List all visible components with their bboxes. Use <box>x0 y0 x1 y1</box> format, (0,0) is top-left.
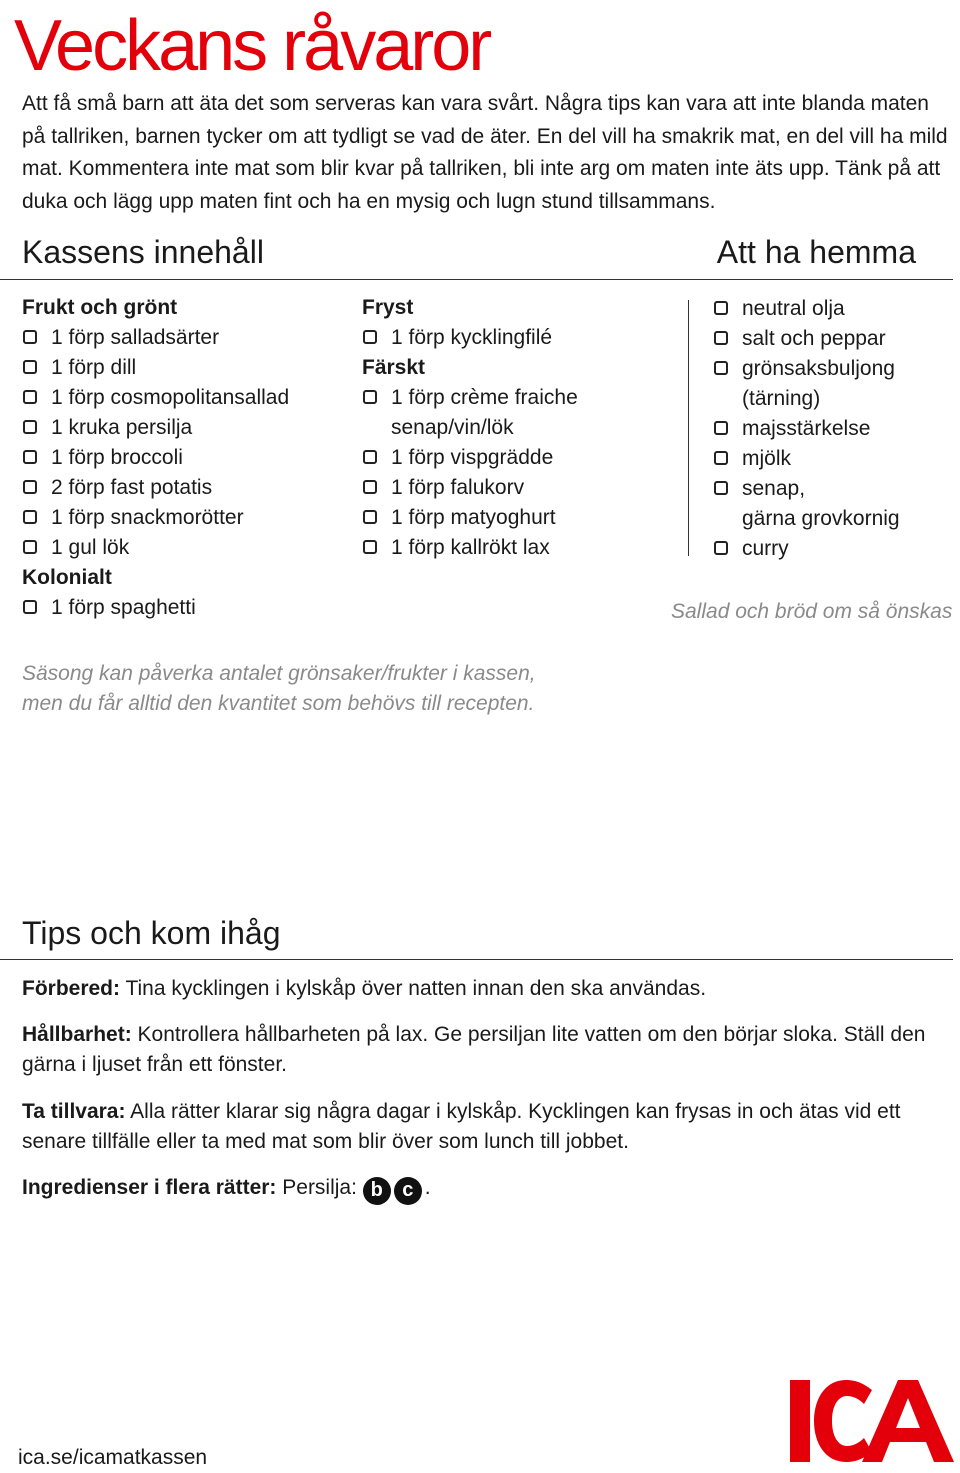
item-label: 1 förp spaghetti <box>51 596 196 619</box>
item-label: mjölk <box>742 447 792 470</box>
checkbox-icon[interactable] <box>23 360 37 374</box>
recipe-badge-b: b <box>363 1177 391 1205</box>
checkbox-icon[interactable] <box>363 510 377 524</box>
checkbox-icon[interactable] <box>714 331 728 345</box>
item-label: 1 förp dill <box>51 356 137 379</box>
item-label: salt och peppar <box>742 327 886 350</box>
ica-logo-mark <box>790 1380 954 1462</box>
list-item <box>362 323 682 353</box>
list-item <box>362 383 682 443</box>
list-item <box>362 503 682 533</box>
tip-ingredients <box>22 1173 942 1205</box>
category-heading: Fryst <box>362 296 414 319</box>
checkbox-icon[interactable] <box>363 330 377 344</box>
checkbox-icon[interactable] <box>23 510 37 524</box>
tip-text: Kontrollera hållbarheten på lax. Ge persiljan lite vatten om den börjar sloka. Ställ den gärna i ljuset från ett fönster. <box>22 1023 926 1076</box>
season-note-line-1: Säsong kan påverka antalet grönsaker/frukter i kassen, <box>22 662 536 685</box>
ica-logo <box>786 1378 956 1464</box>
list-item <box>713 324 953 354</box>
item-label: 1 förp kycklingfilé <box>391 326 553 349</box>
list-item <box>22 503 342 533</box>
item-label: neutral olja <box>742 297 845 320</box>
checkbox-icon[interactable] <box>23 540 37 554</box>
item-label: 1 kruka persilja <box>51 416 193 439</box>
item-label: 1 gul lök <box>51 536 130 559</box>
tip-label: Ta tillvara: <box>22 1100 126 1123</box>
home-column <box>713 294 953 564</box>
checkbox-icon[interactable] <box>23 390 37 404</box>
item-label: 1 förp crème fraiche senap/vin/lök <box>391 386 578 439</box>
item-label: grönsaksbuljong (tärning) <box>742 357 895 410</box>
tip-label: Ingredienser i flera rätter: <box>22 1176 277 1199</box>
tip-label: Hållbarhet: <box>22 1023 132 1046</box>
list-item <box>22 413 342 443</box>
bag-column-1 <box>22 293 342 623</box>
section-divider <box>0 279 953 280</box>
category-heading: Färskt <box>362 356 426 379</box>
category-heading: Frukt och grönt <box>22 296 178 319</box>
tip-label: Förbered: <box>22 977 121 1000</box>
item-label: curry <box>742 537 789 560</box>
list-item <box>362 443 682 473</box>
tip-end: . <box>424 1176 431 1199</box>
checkbox-icon[interactable] <box>714 421 728 435</box>
list-item <box>22 443 342 473</box>
item-label: senap, gärna grovkornig <box>742 477 900 530</box>
list-item <box>713 474 953 534</box>
recipe-badge-c: c <box>394 1177 422 1205</box>
list-item <box>713 414 953 444</box>
list-item <box>362 473 682 503</box>
list-item <box>22 473 342 503</box>
list-item <box>22 323 342 353</box>
item-label: 1 förp kallrökt lax <box>391 536 550 559</box>
tips-heading: Tips och kom ihåg <box>22 915 281 951</box>
item-label: 1 förp matyoghurt <box>391 506 556 529</box>
checkbox-icon[interactable] <box>363 450 377 464</box>
item-label: 1 förp cosmopolitansallad <box>51 386 290 409</box>
tip-prepare <box>22 974 942 1004</box>
list-item <box>22 383 342 413</box>
list-item <box>362 533 682 563</box>
checkbox-icon[interactable] <box>714 481 728 495</box>
category-heading: Kolonialt <box>22 566 112 589</box>
item-label: 1 förp snackmorötter <box>51 506 244 529</box>
tip-text: Tina kycklingen i kylskåp över natten innan den ska användas. <box>120 977 707 1000</box>
tip-text: Persilja: <box>276 1176 363 1199</box>
item-label: 1 förp broccoli <box>51 446 183 469</box>
list-item <box>713 294 953 324</box>
item-label: 2 förp fast potatis <box>51 476 213 499</box>
checkbox-icon[interactable] <box>714 541 728 555</box>
item-label: 1 förp salladsärter <box>51 326 220 349</box>
bag-heading: Kassens innehåll <box>22 234 264 270</box>
tip-storage <box>22 1097 942 1157</box>
tip-durability <box>22 1020 942 1080</box>
intro-text: Att få små barn att äta det som serveras kan vara svårt. Några tips kan vara att inte blanda maten på tallriken, barnen tycker om att tydligt se vad de äter. En del vill ha smakrik mat, en del vill ha mild mat. Kommentera inte mat som blir kvar på tallriken, bli inte arg om maten inte äts upp. Tänk på att duka och lägg upp maten fint och ha en mysig och lugn stund tillsammans. <box>22 92 948 213</box>
home-heading: Att ha hemma <box>716 234 916 270</box>
checkbox-icon[interactable] <box>363 480 377 494</box>
checkbox-icon[interactable] <box>23 420 37 434</box>
checkbox-icon[interactable] <box>363 390 377 404</box>
item-label: majsstärkelse <box>742 417 871 440</box>
checkbox-icon[interactable] <box>363 540 377 554</box>
list-item <box>713 534 953 564</box>
checkbox-icon[interactable] <box>714 361 728 375</box>
bag-column-2 <box>362 293 682 563</box>
list-item <box>22 353 342 383</box>
list-item <box>713 444 953 474</box>
list-item <box>713 354 953 414</box>
checkbox-icon[interactable] <box>23 450 37 464</box>
item-label: 1 förp falukorv <box>391 476 525 499</box>
tips-divider <box>0 959 953 960</box>
checkbox-icon[interactable] <box>714 451 728 465</box>
checkbox-icon[interactable] <box>714 301 728 315</box>
list-item <box>22 593 342 623</box>
page-title: Veckans råvaror <box>14 6 490 86</box>
tip-text: Alla rätter klarar sig några dagar i kylskåp. Kycklingen kan frysas in och ätas vid ett senare tillfälle eller ta med mat som blir över som lunch till jobbet. <box>22 1100 901 1153</box>
checkbox-icon[interactable] <box>23 330 37 344</box>
checkbox-icon[interactable] <box>23 600 37 614</box>
home-note: Sallad och bröd om så önskas <box>671 600 953 623</box>
column-divider <box>688 300 689 556</box>
item-label: 1 förp vispgrädde <box>391 446 554 469</box>
checkbox-icon[interactable] <box>23 480 37 494</box>
season-note-line-2: men du får alltid den kvantitet som behövs till recepten. <box>22 692 535 715</box>
footer-link[interactable]: ica.se/icamatkassen <box>18 1446 208 1469</box>
list-item <box>22 533 342 563</box>
